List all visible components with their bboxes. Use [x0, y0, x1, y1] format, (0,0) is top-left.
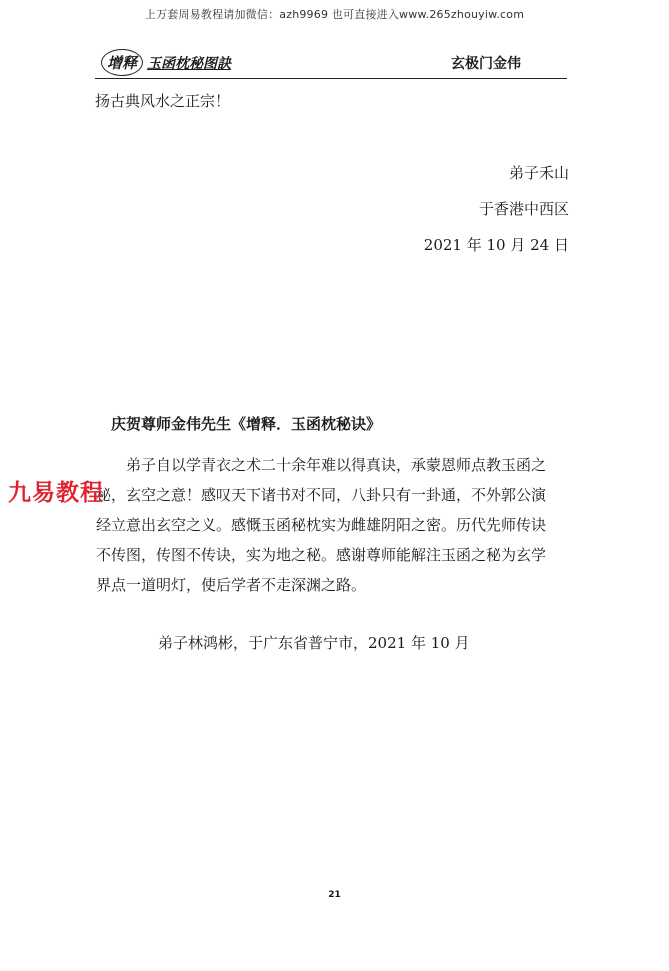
previous-signature: 弟子禾山 [508, 164, 569, 182]
logo-seal: 增释 [101, 49, 143, 76]
section-body [96, 450, 568, 600]
header-author: 玄极门金伟 [451, 56, 521, 72]
header-rule [95, 78, 567, 79]
section-title: 庆贺尊师金伟先生《增释．玉函枕秘诀》 [111, 415, 382, 433]
previous-last-line: 扬古典风水之正宗！ [95, 92, 231, 110]
previous-date: 2021 年 10 月 24 日 [423, 236, 569, 254]
body-line: 界点一道明灯，使后学者不走深渊之路。 [96, 576, 367, 594]
book-logo [101, 49, 231, 76]
body-line: 经立意出玄空之义。感慨玉函秘枕实为雌雄阴阳之密。历代先师传诀 [96, 516, 547, 534]
body-line: 弟子自以学青衣之术二十余年难以得真诀，承蒙恩师点教玉函之 [126, 456, 547, 474]
previous-location: 于香港中西区 [478, 200, 569, 218]
watermark: 九易教程 [8, 480, 104, 506]
top-banner: 上万套周易教程请加微信：azh9969 也可直接进入www.265zhouyiw.com [144, 8, 525, 21]
body-line: 秘，玄空之意！感叹天下诸书对不同，八卦只有一卦通，不外郭公演 [96, 486, 547, 504]
body-line: 不传图，传图不传诀，实为地之秘。感谢尊师能解注玉函之秘为玄学 [96, 546, 547, 564]
section-signoff: 弟子林鸿彬，于广东省普宁市，2021 年 10 月 [158, 634, 470, 652]
logo-text: 玉函枕秘图訣 [147, 55, 232, 72]
page-number: 21 [328, 890, 341, 900]
page-header [95, 45, 567, 79]
